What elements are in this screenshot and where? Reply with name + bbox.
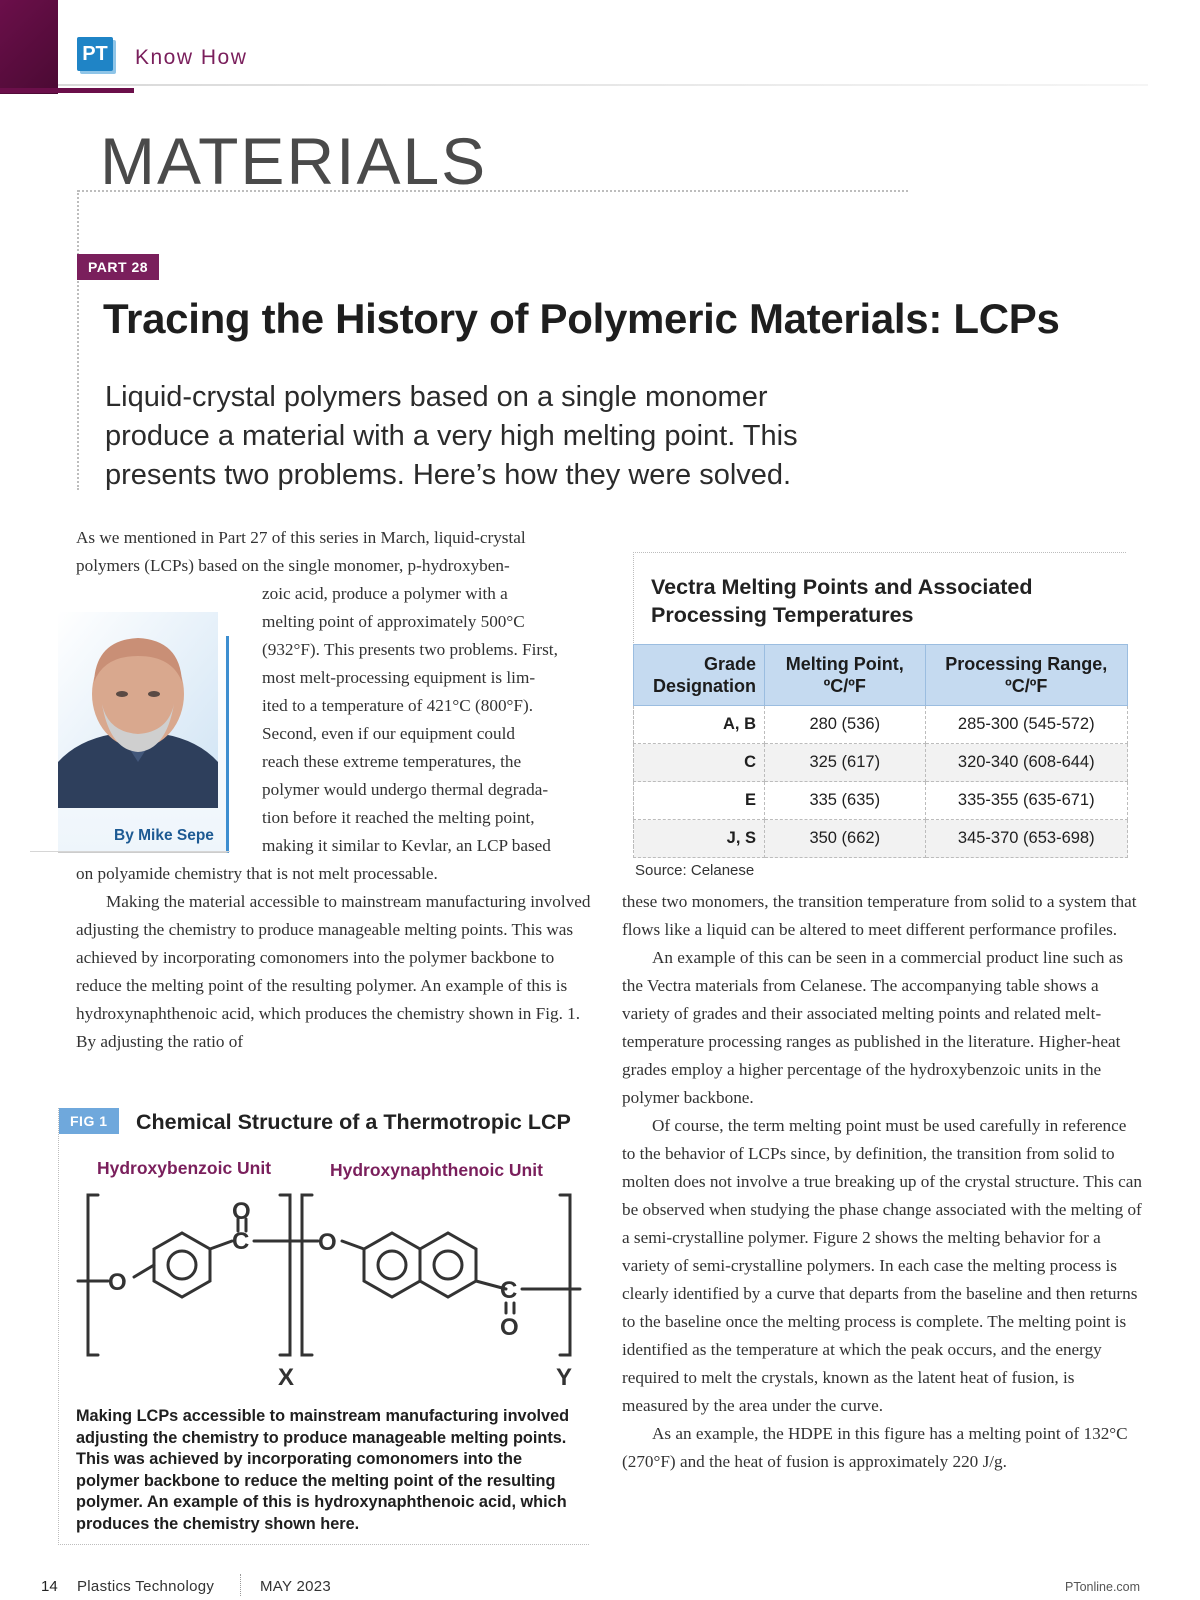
deck: Liquid-crystal polymers based on a single monomer produce a material with a very high melting point. This presents two problems. Here’s how they were solved. [105,381,798,491]
subscript-x: X [278,1364,295,1391]
body-line: Second, even if our equipment could [262,724,515,743]
table-title: Vectra Melting Points and Associated Processing Temperatures [651,575,1033,627]
issue-date: MAY 2023 [260,1578,332,1595]
body-paragraph: An example of this can be seen in a commercial product line such as the Vectra materials from Celanese. The accompanying table shows a variety of grades and their associated melting points and related melt-temperature processing ranges as published in the literature. Higher-heat grades employ a higher percentage of the hydroxybenzoic units in the polymer backbone. [622,948,1124,1107]
oxygen-atom-2: O [232,1198,251,1225]
table-cell: 320-340 (608-644) [925,744,1127,782]
figure-badge: FIG 1 [59,1108,119,1134]
table-header-row [634,645,1128,706]
table-cell: 350 (662) [765,820,926,858]
bracket-left-close [280,1195,290,1355]
body-line: reach these extreme temperatures, the [262,752,522,771]
table-cell: 325 (617) [765,744,926,782]
table-header-cell: Grade Designation [634,645,765,706]
body-paragraph: As an example, the HDPE in this figure has a melting point of 132°C (270°F) and the heat of fusion is approximately 220 J/g. [622,1424,1128,1471]
naphthalene-ring-b [420,1233,476,1297]
header-accent-underline [0,88,134,93]
body-line: As we mentioned in Part 27 of this series in March, liquid-crystal [76,528,526,547]
table-row [634,744,1128,782]
carbon-atom-1: C [232,1228,250,1255]
table-source: Source: Celanese [635,862,755,879]
title-divider [78,190,908,192]
oxygen-atom-4: O [500,1314,519,1341]
body-line: melting point of approximately 500°C [262,612,525,631]
table-cell: C [634,744,765,782]
body-line: ited to a temperature of 421°C (800°F). [262,696,534,715]
oxygen-atom-1: O [108,1269,127,1296]
body-line: tion before it reached the melting point, [262,808,535,827]
bracket-left-open [88,1195,98,1355]
body-line: (932°F). This presents two problems. First, [262,640,558,659]
body-line: making it similar to Kevlar, an LCP based [262,836,551,855]
carbon-atom-2: C [500,1277,518,1304]
subscript-y: Y [556,1364,573,1391]
website-link[interactable]: PTonline.com [1065,1580,1141,1594]
figure-caption: Making LCPs accessible to mainstream manufacturing involved adjusting the chemistry to produce manageable melting points. This was achieved by incorporating comonomers into the polymer backbone to reduce the melting point of the resulting polymer. An example of this is hydroxynaphthenoic acid, which produces the chemistry shown here. [76,1407,570,1533]
title-vertical-divider [77,190,79,490]
part-badge: PART 28 [77,254,159,280]
table-row [634,782,1128,820]
table-cell: A, B [634,706,765,744]
table-cell: 280 (536) [765,706,926,744]
hydroxynaphthenoic-unit-label: Hydroxynaphthenoic Unit [330,1160,543,1180]
body-line: polymers (LCPs) based on the single monomer, p-hydroxyben- [76,556,510,575]
header-accent-bar [0,0,58,94]
table-cell: 335-355 (635-671) [925,782,1127,820]
body-line: polymer would undergo thermal degrada- [262,780,549,799]
hydroxybenzoic-unit-label: Hydroxybenzoic Unit [97,1158,272,1178]
chemical-structure-diagram [70,1185,600,1405]
department-title: MATERIALS [100,124,488,198]
table-cell: 335 (635) [765,782,926,820]
table-row [634,820,1128,858]
body-line: most melt-processing equipment is lim- [262,668,536,687]
benzene-ring [154,1233,210,1297]
author-divider [30,851,230,852]
publication-name: Plastics Technology [77,1578,215,1595]
body-column-2 [622,888,1142,1476]
table-header-cell: Processing Range, ºC/ºF [925,645,1127,706]
section-label: Know How [135,46,248,69]
figure-title: Chemical Structure of a Thermotropic LCP [136,1110,571,1134]
naphthalene-ring-a [364,1233,420,1297]
table-header-cell: Melting Point, ºC/ºF [765,645,926,706]
table-cell: 345-370 (653-698) [925,820,1127,858]
oxygen-atom-3: O [318,1229,337,1256]
body-line: zoic acid, produce a polymer with a [262,584,508,603]
body-paragraph: Making the material accessible to mainstream manufacturing involved adjusting the chemistry to produce manageable melting points. This was achieved by incorporating comonomers into the polymer backbone to reduce the melting point of the resulting polymer. An example of this is hydroxynaphthenoic acid, which produces the chemistry shown in Fig. 1. By adjusting the ratio of [76,892,591,1051]
body-paragraph: these two monomers, the transition temperature from solid to a system that flows like a liquid can be altered to meet different performance profiles. [622,892,1137,939]
author-photo [58,612,218,808]
body-line: on polyamide chemistry that is not melt processable. [76,864,438,883]
body-paragraph: Of course, the term melting point must be used carefully in reference to the behavior of LCPs since, by definition, the transition from solid to molten does not involve a true breaking up of the crystal structure. This can be observed when studying the phase change associated with the melting of a semi-crystalline polymer. Figure 2 shows the melting behavior for a variety of semi-crystalline polymers. In each case the melting process is clearly identified by a curve that departs from the baseline and then returns to the baseline once the melting process is complete. The melting point is identified as the temperature at which the peak occurs, and the energy required to melt the crystals, known as the latent heat of fusion, is measured by the area under the curve. [622,1116,1142,1415]
header-rule [58,84,1148,86]
footer-divider [240,1574,241,1596]
bracket-right-close [560,1195,570,1355]
table-cell: E [634,782,765,820]
vectra-table [633,644,1128,858]
headline: Tracing the History of Polymeric Materials: LCPs [103,295,1060,342]
body-column-1-bottom [76,888,600,1056]
bracket-right-open [302,1195,312,1355]
page-number: 14 [41,1578,58,1595]
table-row [634,706,1128,744]
table-cell: J, S [634,820,765,858]
table-cell: 285-300 (545-572) [925,706,1127,744]
pt-logo: PT [77,37,113,71]
author-byline: By Mike Sepe [114,827,214,844]
